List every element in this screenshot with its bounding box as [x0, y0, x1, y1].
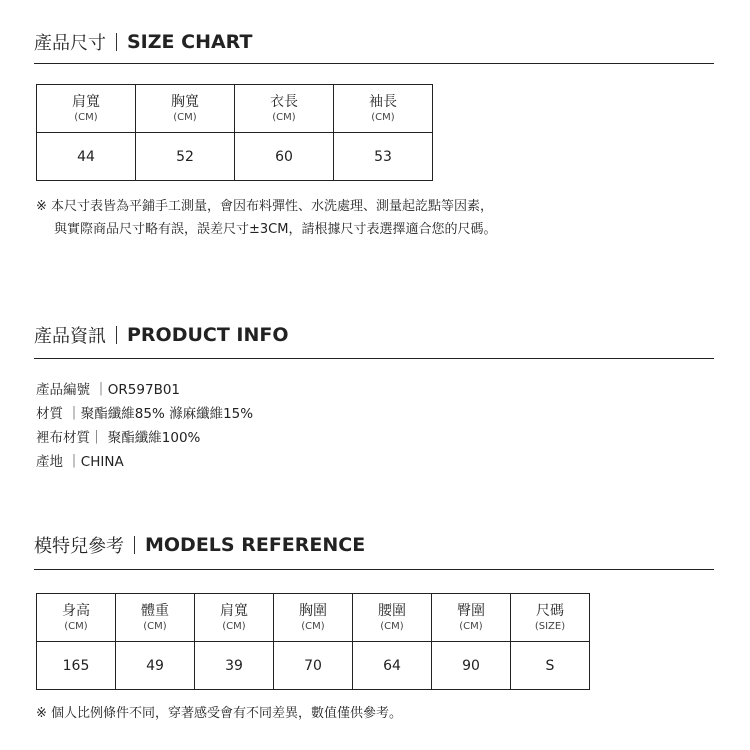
- models-reference-rule: [34, 569, 714, 570]
- size-chart-title-en: SIZE CHART: [127, 31, 253, 53]
- models-header-cell: [274, 594, 353, 642]
- size-header-label: 衣長: [270, 93, 298, 110]
- models-header-label: 胸圍: [299, 602, 327, 619]
- models-header-cell: [511, 594, 590, 642]
- models-header-cell: [37, 594, 116, 642]
- size-table-header-row: [37, 85, 433, 133]
- size-header-unit: (CM): [371, 111, 395, 123]
- size-table: [36, 84, 433, 181]
- models-table-header-row: [37, 594, 590, 642]
- size-header-unit: (CM): [173, 111, 197, 123]
- models-header-unit: (CM): [459, 620, 483, 632]
- models-value-cell: S: [511, 642, 590, 690]
- models-value-cell: 39: [195, 642, 274, 690]
- lining-material-line: 裡布材質｜ 聚酯纖維100%: [36, 430, 201, 446]
- size-header-cell: [235, 85, 334, 133]
- models-value-cell: 64: [353, 642, 432, 690]
- models-note: ※ 個人比例條件不同，穿著感受會有不同差異，數值僅供參考。: [36, 706, 403, 721]
- size-note-line-1: ※ 本尺寸表皆為平鋪手工測量，會因布料彈性、水洗處理、測量起訖點等因素，: [36, 199, 494, 214]
- models-header-label: 臀圍: [457, 602, 485, 619]
- models-header-unit: (CM): [301, 620, 325, 632]
- models-reference-title-en: MODELS REFERENCE: [145, 534, 366, 556]
- models-header-unit: (CM): [222, 620, 246, 632]
- models-header-label: 腰圍: [378, 602, 406, 619]
- size-header-label: 胸寬: [171, 93, 199, 110]
- models-header-cell: [195, 594, 274, 642]
- models-header-label: 體重: [141, 602, 169, 619]
- title-divider: [134, 536, 135, 554]
- size-header-cell: [334, 85, 433, 133]
- size-value-cell: 60: [235, 133, 334, 181]
- models-header-cell: [116, 594, 195, 642]
- product-info-title: [34, 322, 289, 348]
- title-divider: [116, 326, 117, 344]
- models-header-cell: [353, 594, 432, 642]
- origin-line: 產地 ｜CHINA: [36, 454, 124, 470]
- product-info-title-en: PRODUCT INFO: [127, 324, 289, 346]
- size-header-cell: [37, 85, 136, 133]
- size-header-cell: [136, 85, 235, 133]
- size-table-value-row: [37, 133, 433, 181]
- product-info-list: [36, 378, 253, 474]
- product-info-title-cn: 產品資訊: [34, 326, 106, 347]
- models-value-cell: 49: [116, 642, 195, 690]
- size-header-label: 肩寬: [72, 93, 100, 110]
- size-note-line-2: 與實際商品尺寸略有誤，誤差尺寸±3CM，請根據尺寸表選擇適合您的尺碼。: [54, 222, 497, 237]
- models-value-cell: 165: [37, 642, 116, 690]
- size-header-unit: (CM): [272, 111, 296, 123]
- models-header-label: 肩寬: [220, 602, 248, 619]
- models-reference-title-cn: 模特兒參考: [34, 536, 124, 557]
- models-header-label: 身高: [62, 602, 90, 619]
- size-chart-title: [34, 29, 252, 55]
- models-table-value-row: [37, 642, 590, 690]
- size-value-cell: 52: [136, 133, 235, 181]
- size-value-cell: 53: [334, 133, 433, 181]
- product-code-line: 產品編號 ｜OR597B01: [36, 382, 181, 398]
- product-info-rule: [34, 358, 714, 359]
- size-note: [36, 195, 496, 241]
- models-header-unit: (CM): [64, 620, 88, 632]
- models-header-unit: (CM): [380, 620, 404, 632]
- models-header-unit: (CM): [143, 620, 167, 632]
- size-chart-title-cn: 產品尺寸: [34, 33, 106, 54]
- models-header-label: 尺碼: [536, 602, 564, 619]
- material-line: 材質 ｜聚酯纖維85% 滌麻纖維15%: [36, 406, 254, 422]
- size-chart-rule: [34, 63, 714, 64]
- title-divider: [116, 33, 117, 51]
- models-header-cell: [432, 594, 511, 642]
- size-header-unit: (CM): [74, 111, 98, 123]
- models-header-unit: (SIZE): [534, 620, 566, 632]
- models-reference-title: [34, 532, 365, 558]
- size-header-label: 袖長: [369, 93, 397, 110]
- models-value-cell: 70: [274, 642, 353, 690]
- models-value-cell: 90: [432, 642, 511, 690]
- models-table: [36, 593, 590, 690]
- size-value-cell: 44: [37, 133, 136, 181]
